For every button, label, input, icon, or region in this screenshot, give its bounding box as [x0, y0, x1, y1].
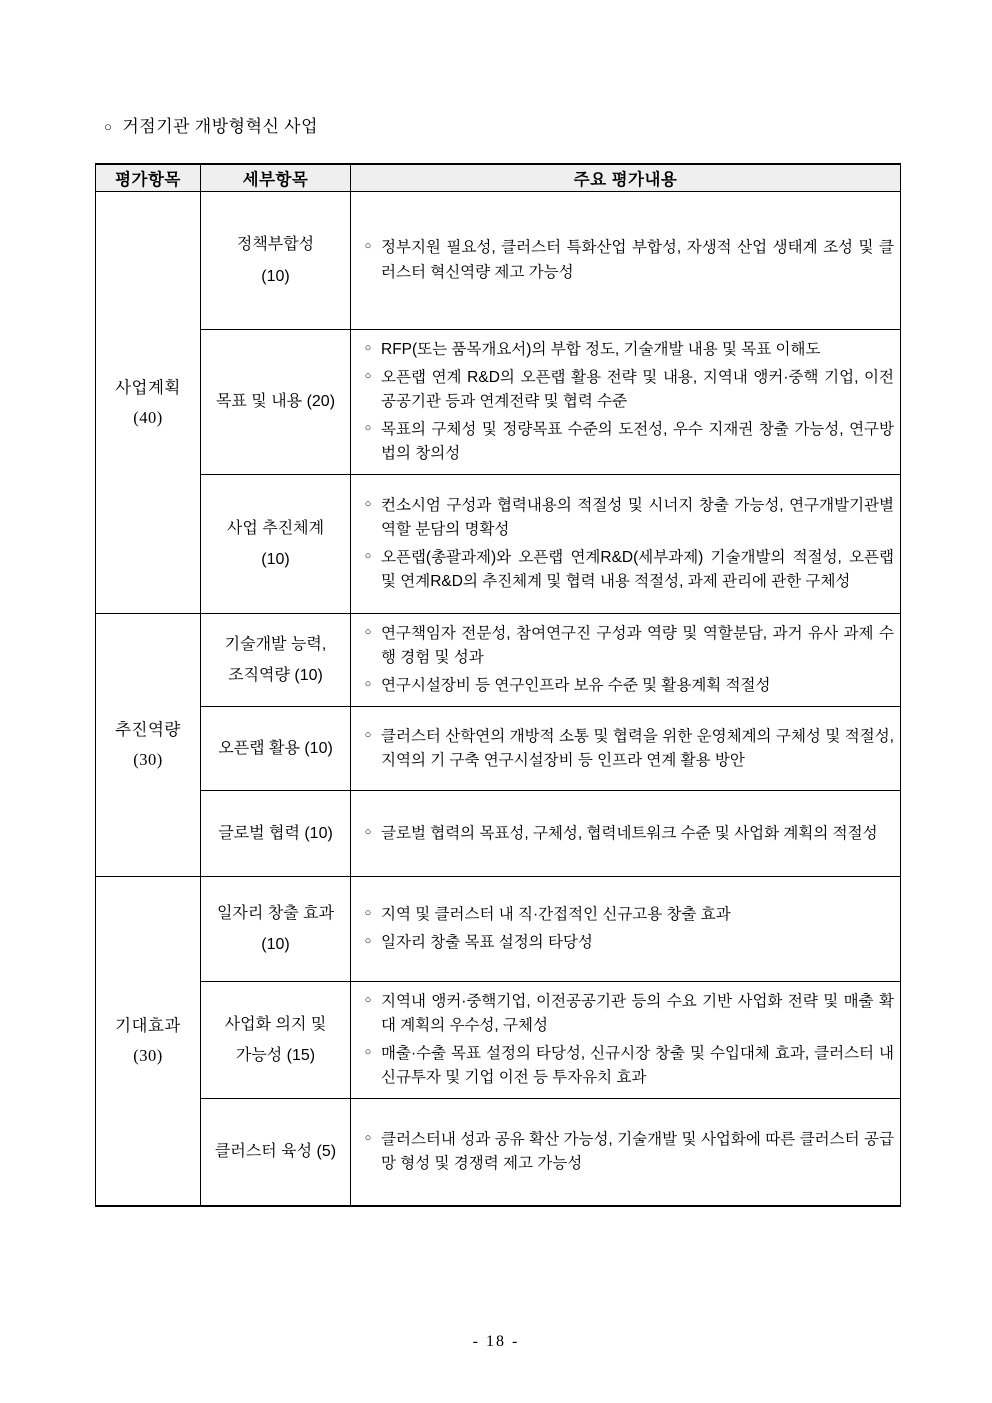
sub-item-cell — [201, 877, 351, 982]
bullet-item-text: 클러스터 산학연의 개방적 소통 및 협력을 위한 운영체계의 구체성 및 적절성, 지역의 기 구축 연구시설장비 등 인프라 연계 활용 방안 — [381, 727, 894, 769]
sub-item-cell — [201, 192, 351, 330]
bullet-item — [355, 418, 894, 466]
sub-item-score: 조직역량 (10) — [228, 667, 323, 685]
category-score: (30) — [133, 750, 163, 770]
sub-item-cell — [201, 614, 351, 707]
category-score: (40) — [133, 407, 163, 427]
bullet-item-text: 일자리 창출 목표 설정의 타당성 — [381, 934, 593, 952]
bullet-item — [355, 822, 894, 846]
circle-bullet-icon: ○ — [364, 370, 372, 383]
sub-item-label: 사업 추진체계 — [226, 519, 325, 537]
table-row — [96, 192, 901, 330]
content-cell — [351, 614, 901, 707]
sub-item-label: 목표 및 내용 (20) — [215, 393, 336, 411]
table-row — [96, 982, 901, 1099]
sub-item-label: 클러스터 육성 (5) — [214, 1143, 337, 1161]
circle-bullet-icon: ○ — [364, 935, 372, 948]
circle-bullet-icon: ○ — [364, 994, 372, 1007]
sub-item-score: (10) — [261, 936, 290, 954]
sub-item-score: (10) — [261, 267, 290, 285]
bullet-item — [355, 1042, 894, 1090]
bullet-item — [355, 494, 894, 542]
sub-item-cell — [201, 475, 351, 614]
circle-bullet-icon: ○ — [364, 498, 372, 511]
bullet-item-text: 지역 및 클러스터 내 직·간접적인 신규고용 창출 효과 — [381, 906, 731, 924]
sub-item-label: 기술개발 능력, — [224, 635, 327, 653]
bullet-item-text: 컨소시엄 구성과 협력내용의 적절성 및 시너지 창출 가능성, 연구개발기관별 역할 분담의 명확성 — [381, 497, 894, 539]
page-number: - 18 - — [472, 1333, 520, 1350]
bullet-item-text: RFP(또는 품목개요서)의 부합 정도, 기술개발 내용 및 목표 이해도 — [381, 341, 821, 358]
bullet-item — [355, 1128, 894, 1176]
circle-bullet-icon: ○ — [364, 678, 372, 691]
category-name: 추진역량 — [115, 720, 181, 740]
bullet-item-text: 클러스터내 성과 공유 확산 가능성, 기술개발 및 사업화에 따른 클러스터 공급망 형성 및 경쟁력 제고 가능성 — [381, 1130, 894, 1172]
bullet-item-text: 매출·수출 목표 설정의 타당성, 신규시장 창출 및 수입대체 효과, 클러스터 내 신규투자 및 기업 이전 등 투자유치 효과 — [381, 1045, 894, 1087]
table-row — [96, 475, 901, 614]
header-sub-item: 세부항목 — [201, 164, 351, 192]
table-row — [96, 614, 901, 707]
sub-item-label: 글로벌 협력 (10) — [218, 825, 333, 843]
circle-bullet-icon: ○ — [364, 342, 372, 354]
bullet-item — [355, 546, 894, 594]
bullet-item — [355, 903, 894, 927]
bullet-item-text: 연구책임자 전문성, 참여연구진 구성과 역량 및 역할분담, 과거 유사 과제 수행 경험 및 성과 — [381, 625, 894, 667]
bullet-item — [355, 338, 894, 362]
category-cell-business-plan — [96, 192, 201, 614]
bullet-item — [355, 366, 894, 414]
category-name: 사업계획 — [115, 377, 181, 397]
sub-item-label: 일자리 창출 효과 — [216, 904, 335, 922]
circle-bullet-icon: ○ — [364, 825, 372, 838]
sub-item-cell — [201, 1099, 351, 1206]
content-cell — [351, 192, 901, 330]
circle-bullet-icon: ○ — [364, 550, 372, 563]
table-header-row — [96, 164, 901, 192]
bullet-item-text: 글로벌 협력의 목표성, 구체성, 협력네트워크 수준 및 사업화 계획의 적절성 — [381, 824, 878, 842]
category-cell-execution-capability — [96, 614, 201, 877]
sub-item-label: 사업화 의지 및 — [224, 1015, 327, 1033]
bullet-item-text: 오픈랩(총괄과제)와 오픈랩 연계R&D(세부과제) 기술개발의 적절성, 오픈랩 및 연계R&D의 추진체계 및 협력 내용 적절성, 과제 관리에 관한 구체성 — [381, 549, 894, 591]
content-cell — [351, 330, 901, 475]
bullet-item-text: 연구시설장비 등 연구인프라 보유 수준 및 활용계획 적절성 — [381, 677, 771, 695]
circle-bullet-icon: ○ — [104, 119, 113, 134]
bullet-item — [355, 674, 894, 698]
circle-bullet-icon: ○ — [364, 240, 372, 253]
sub-item-score: (10) — [261, 551, 290, 569]
category-name: 기대효과 — [115, 1016, 181, 1036]
bullet-item-text: 오픈랩 연계 R&D의 오픈랩 활용 전략 및 내용, 지역내 앵커·중핵 기업, 이전공공기관 등과 연계전략 및 협력 수준 — [381, 369, 894, 411]
circle-bullet-icon: ○ — [364, 728, 372, 741]
bullet-item-text: 정부지원 필요성, 클러스터 특화산업 부합성, 자생적 산업 생태계 조성 및 클러스터 혁신역량 제고 가능성 — [381, 239, 894, 281]
sub-item-cell — [201, 982, 351, 1099]
doc-title-text: 거점기관 개방형혁신 사업 — [122, 117, 319, 136]
content-cell — [351, 707, 901, 791]
bullet-item — [355, 725, 894, 773]
content-cell — [351, 475, 901, 614]
header-eval-item: 평가항목 — [96, 164, 201, 192]
sub-item-cell — [201, 330, 351, 475]
table-row — [96, 791, 901, 877]
sub-item-score: 가능성 (15) — [235, 1047, 316, 1065]
evaluation-criteria-table — [95, 163, 901, 1207]
sub-item-cell — [201, 791, 351, 877]
content-cell — [351, 791, 901, 877]
sub-item-label: 오픈랩 활용 (10) — [218, 740, 333, 758]
table-row — [96, 1099, 901, 1206]
doc-title — [104, 112, 318, 137]
content-cell — [351, 982, 901, 1099]
sub-item-cell — [201, 707, 351, 791]
table-row — [96, 877, 901, 982]
bullet-item — [355, 236, 894, 284]
bullet-item-text: 지역내 앵커·중핵기업, 이전공공기관 등의 수요 기반 사업화 전략 및 매출 확대 계획의 우수성, 구체성 — [381, 993, 894, 1035]
category-cell-expected-effect — [96, 877, 201, 1206]
circle-bullet-icon: ○ — [364, 626, 372, 639]
circle-bullet-icon: ○ — [364, 422, 372, 435]
sub-item-label: 정책부합성 — [236, 236, 315, 254]
table-row — [96, 707, 901, 791]
table-row — [96, 330, 901, 475]
content-cell — [351, 1099, 901, 1206]
circle-bullet-icon: ○ — [364, 907, 372, 920]
circle-bullet-icon: ○ — [364, 1131, 372, 1144]
bullet-item — [355, 622, 894, 670]
category-score: (30) — [133, 1045, 163, 1065]
bullet-item-text: 목표의 구체성 및 정량목표 수준의 도전성, 우수 지재권 창출 가능성, 연구방법의 창의성 — [381, 421, 894, 463]
content-cell — [351, 877, 901, 982]
circle-bullet-icon: ○ — [364, 1046, 372, 1059]
bullet-item — [355, 990, 894, 1038]
header-main-content: 주요 평가내용 — [351, 164, 901, 192]
bullet-item — [355, 931, 894, 955]
